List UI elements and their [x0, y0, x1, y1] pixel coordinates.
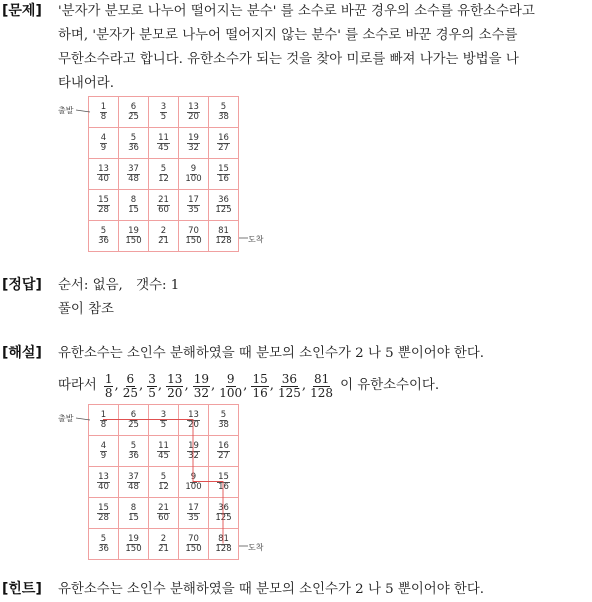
cell-numerator: 21 — [158, 194, 169, 205]
cell-denominator: 48 — [128, 481, 139, 492]
cell-denominator: 40 — [98, 173, 109, 184]
cell-denominator: 32 — [188, 142, 199, 153]
maze-cell — [118, 528, 149, 560]
fraction-numerator: 3 — [148, 371, 156, 386]
maze-cell — [148, 528, 179, 560]
maze-cell — [148, 158, 179, 190]
maze-cell — [118, 466, 149, 498]
problem-line: 하며, '분자가 분모로 나누어 떨어지지 않는 분수' 를 소수로 바꾼 경우의 소수를 — [58, 28, 518, 43]
maze-start-label: 출발 — [58, 106, 74, 115]
cell-numerator: 19 — [188, 132, 199, 143]
cell-numerator: 15 — [218, 163, 229, 174]
maze-cell — [178, 404, 209, 436]
fraction-numerator: 15 — [252, 371, 268, 386]
maze-cell — [148, 404, 179, 436]
cell-denominator: 125 — [215, 204, 232, 215]
cell-denominator: 25 — [128, 419, 139, 430]
fraction-denominator: 20 — [167, 385, 183, 400]
cell-numerator: 16 — [218, 440, 229, 451]
cell-numerator: 15 — [98, 194, 109, 205]
cell-denominator: 20 — [188, 111, 199, 122]
explanation-tag: [해설] — [2, 345, 42, 361]
fraction-separator: , — [114, 378, 119, 393]
fraction — [310, 373, 333, 400]
cell-numerator: 9 — [190, 471, 197, 482]
fraction-numerator: 1 — [104, 371, 113, 386]
answer-line: 순서: 없음, 갯수: 1 — [58, 278, 180, 293]
fraction-denominator: 25 — [122, 385, 138, 400]
maze-cell — [178, 466, 209, 498]
maze-cell — [88, 96, 119, 128]
fraction-separator: , — [184, 378, 189, 393]
cell-denominator: 28 — [98, 512, 109, 523]
fraction-numerator: 6 — [126, 371, 135, 386]
maze-cell — [208, 435, 239, 467]
cell-denominator: 128 — [215, 235, 232, 246]
maze-cell — [88, 220, 119, 252]
maze-cell — [118, 158, 149, 190]
maze-cell — [208, 96, 239, 128]
fraction-denominator: 100 — [219, 385, 243, 400]
cell-denominator: 12 — [158, 173, 169, 184]
fraction-separator: , — [157, 378, 163, 393]
maze-cell — [148, 189, 179, 221]
cell-numerator: 2 — [160, 225, 167, 236]
cell-numerator: 17 — [188, 502, 199, 513]
fraction-separator: , — [269, 378, 274, 393]
cell-denominator: 32 — [188, 450, 199, 461]
problem-tag: [문제] — [2, 3, 42, 19]
fraction-denominator: 5 — [148, 385, 156, 400]
cell-denominator: 150 — [185, 235, 202, 246]
maze-cell — [178, 220, 209, 252]
maze-solution — [58, 404, 278, 566]
cell-denominator: 36 — [128, 142, 139, 153]
cell-denominator: 27 — [218, 450, 229, 461]
fraction — [147, 373, 157, 400]
fraction — [219, 373, 242, 400]
cell-denominator: 128 — [215, 543, 232, 554]
maze-cell — [208, 189, 239, 221]
cell-numerator: 21 — [158, 502, 169, 513]
maze-cell — [118, 189, 149, 221]
cell-denominator: 9 — [100, 142, 107, 153]
maze-cell — [178, 528, 209, 560]
fraction-denominator: 32 — [193, 385, 209, 400]
cell-denominator: 35 — [188, 204, 199, 215]
cell-numerator: 5 — [160, 163, 167, 174]
explanation-prefix: 따라서 — [58, 378, 97, 393]
cell-numerator: 15 — [218, 471, 229, 482]
cell-denominator: 25 — [128, 111, 139, 122]
cell-numerator: 2 — [160, 533, 167, 544]
fraction-denominator: 8 — [104, 385, 113, 400]
explanation-line: 유한소수는 소인수 분해하였을 때 분모의 소인수가 2 나 5 뿐이어야 한다. — [58, 346, 485, 361]
maze-cell — [118, 497, 149, 529]
maze-cell — [148, 127, 179, 159]
cell-denominator: 125 — [215, 512, 232, 523]
cell-numerator: 4 — [100, 440, 107, 451]
fraction-numerator: 36 — [281, 371, 298, 386]
cell-numerator: 81 — [218, 225, 229, 236]
cell-numerator: 5 — [220, 101, 227, 112]
cell-numerator: 1 — [100, 409, 107, 420]
cell-denominator: 28 — [98, 204, 109, 215]
cell-numerator: 3 — [160, 101, 167, 112]
hint-text: 유한소수는 소인수 분해하였을 때 분모의 소인수가 2 나 5 뿐이어야 한다. — [58, 582, 485, 597]
maze-cell — [118, 96, 149, 128]
problem-line: 무한소수라고 합니다. 유한소수가 되는 것을 찾아 미로를 빠져 나가는 방법을 나 — [58, 52, 519, 67]
maze-cell — [88, 158, 119, 190]
cell-denominator: 48 — [128, 173, 139, 184]
cell-numerator: 13 — [98, 471, 109, 482]
cell-denominator: 60 — [158, 512, 169, 523]
cell-numerator: 17 — [188, 194, 199, 205]
maze-end-label: 도착 — [248, 235, 264, 244]
cell-denominator: 15 — [128, 512, 139, 523]
cell-numerator: 13 — [188, 409, 199, 420]
cell-denominator: 9 — [100, 450, 107, 461]
cell-numerator: 13 — [98, 163, 109, 174]
maze-cell — [118, 220, 149, 252]
fraction-numerator: 19 — [193, 371, 209, 386]
explanation-text — [58, 342, 584, 406]
fraction-separator: , — [243, 378, 248, 393]
maze-cell — [208, 528, 239, 560]
hint-section — [0, 578, 592, 600]
cell-denominator: 5 — [160, 111, 167, 122]
maze-cell — [118, 435, 149, 467]
cell-numerator: 4 — [100, 132, 107, 143]
maze-cell — [208, 497, 239, 529]
cell-denominator: 21 — [158, 543, 169, 554]
cell-numerator: 5 — [100, 533, 107, 544]
cell-numerator: 81 — [218, 533, 229, 544]
fraction — [278, 373, 301, 400]
maze-cell — [208, 127, 239, 159]
maze-cell — [88, 127, 119, 159]
cell-numerator: 15 — [98, 502, 109, 513]
maze-cell — [178, 158, 209, 190]
cell-numerator: 5 — [130, 132, 137, 143]
maze-cell — [208, 158, 239, 190]
maze-cell — [148, 96, 179, 128]
fraction-numerator: 81 — [313, 371, 330, 386]
fraction-separator: , — [301, 378, 307, 393]
maze-cell — [88, 497, 119, 529]
hint-tag: [힌트] — [2, 581, 42, 597]
problem-line: 타내어라. — [58, 76, 114, 91]
cell-denominator: 8 — [100, 419, 107, 430]
cell-numerator: 36 — [218, 502, 229, 513]
cell-denominator: 45 — [158, 450, 169, 461]
maze-cell — [148, 220, 179, 252]
cell-denominator: 15 — [128, 204, 139, 215]
cell-numerator: 5 — [100, 225, 107, 236]
cell-numerator: 9 — [190, 163, 197, 174]
cell-numerator: 37 — [128, 163, 139, 174]
cell-numerator: 8 — [130, 502, 137, 513]
cell-numerator: 19 — [128, 225, 139, 236]
maze-cell — [118, 404, 149, 436]
fraction-numerator: 13 — [167, 371, 183, 386]
fraction-list — [58, 366, 584, 406]
cell-numerator: 70 — [188, 533, 199, 544]
cell-numerator: 5 — [160, 471, 167, 482]
explanation-section — [0, 342, 592, 402]
answer-tag: [정답] — [2, 277, 42, 293]
cell-numerator: 6 — [130, 101, 137, 112]
cell-denominator: 12 — [158, 481, 169, 492]
fraction-numerator: 9 — [226, 371, 235, 386]
explanation-suffix: 이 유한소수이다. — [340, 378, 440, 393]
maze-cell — [148, 466, 179, 498]
problem-line: '분자가 분모로 나누어 떨어지는 분수' 를 소수로 바꾼 경우의 소수를 유한소수라고 — [58, 4, 535, 19]
fraction-separator: , — [211, 378, 216, 393]
fractions — [103, 373, 334, 400]
cell-denominator: 27 — [218, 142, 229, 153]
cell-denominator: 21 — [158, 235, 169, 246]
maze-cell — [178, 189, 209, 221]
cell-numerator: 5 — [220, 409, 227, 420]
fraction-separator: , — [139, 378, 144, 393]
cell-numerator: 3 — [160, 409, 167, 420]
problem-section — [0, 0, 592, 100]
cell-numerator: 70 — [188, 225, 199, 236]
maze-cell — [88, 189, 119, 221]
cell-numerator: 19 — [128, 533, 139, 544]
cell-numerator: 6 — [130, 409, 137, 420]
maze-end-label: 도착 — [248, 543, 264, 552]
cell-denominator: 100 — [185, 173, 202, 184]
cell-denominator: 5 — [160, 419, 167, 430]
cell-denominator: 36 — [98, 235, 109, 246]
maze-cell — [88, 528, 119, 560]
cell-denominator: 40 — [98, 481, 109, 492]
maze-cell — [118, 127, 149, 159]
cell-numerator: 8 — [130, 194, 137, 205]
maze-cell — [178, 435, 209, 467]
cell-denominator: 150 — [125, 235, 142, 246]
cell-denominator: 20 — [188, 419, 199, 430]
cell-denominator: 8 — [100, 111, 107, 122]
fraction — [193, 373, 210, 400]
cell-numerator: 11 — [158, 440, 169, 451]
cell-numerator: 19 — [188, 440, 199, 451]
answer-text — [58, 274, 584, 322]
maze-cell — [178, 497, 209, 529]
fraction — [166, 373, 183, 400]
cell-numerator: 37 — [128, 471, 139, 482]
cell-denominator: 100 — [185, 481, 202, 492]
cell-numerator: 11 — [158, 132, 169, 143]
cell-denominator: 150 — [185, 543, 202, 554]
cell-denominator: 150 — [125, 543, 142, 554]
cell-numerator: 5 — [130, 440, 137, 451]
cell-denominator: 35 — [188, 512, 199, 523]
maze-problem — [58, 96, 278, 258]
maze-start-label: 출발 — [58, 414, 74, 423]
cell-denominator: 38 — [218, 419, 229, 430]
maze-cell — [88, 466, 119, 498]
cell-denominator: 60 — [158, 204, 169, 215]
answer-line: 풀이 참조 — [58, 302, 114, 317]
fraction — [251, 373, 268, 400]
maze-cell — [178, 96, 209, 128]
fraction-denominator: 16 — [252, 385, 268, 400]
fraction-denominator: 125 — [277, 385, 301, 400]
maze-cell — [148, 435, 179, 467]
cell-denominator: 16 — [218, 481, 229, 492]
cell-denominator: 38 — [218, 111, 229, 122]
maze-cell — [178, 127, 209, 159]
cell-numerator: 1 — [100, 101, 107, 112]
maze-cell — [148, 497, 179, 529]
problem-text — [58, 0, 584, 96]
maze-cell — [208, 220, 239, 252]
cell-denominator: 16 — [218, 173, 229, 184]
fraction — [123, 373, 138, 400]
cell-numerator: 13 — [188, 101, 199, 112]
fraction-denominator: 128 — [310, 385, 334, 400]
cell-denominator: 45 — [158, 142, 169, 153]
cell-numerator: 16 — [218, 132, 229, 143]
hint-text-wrap — [58, 578, 584, 602]
maze-cell — [208, 466, 239, 498]
fraction — [104, 373, 114, 400]
answer-section — [0, 274, 592, 324]
cell-denominator: 36 — [128, 450, 139, 461]
maze-cell — [88, 435, 119, 467]
cell-denominator: 36 — [98, 543, 109, 554]
maze-cell — [208, 404, 239, 436]
maze-cell — [88, 404, 119, 436]
cell-numerator: 36 — [218, 194, 229, 205]
